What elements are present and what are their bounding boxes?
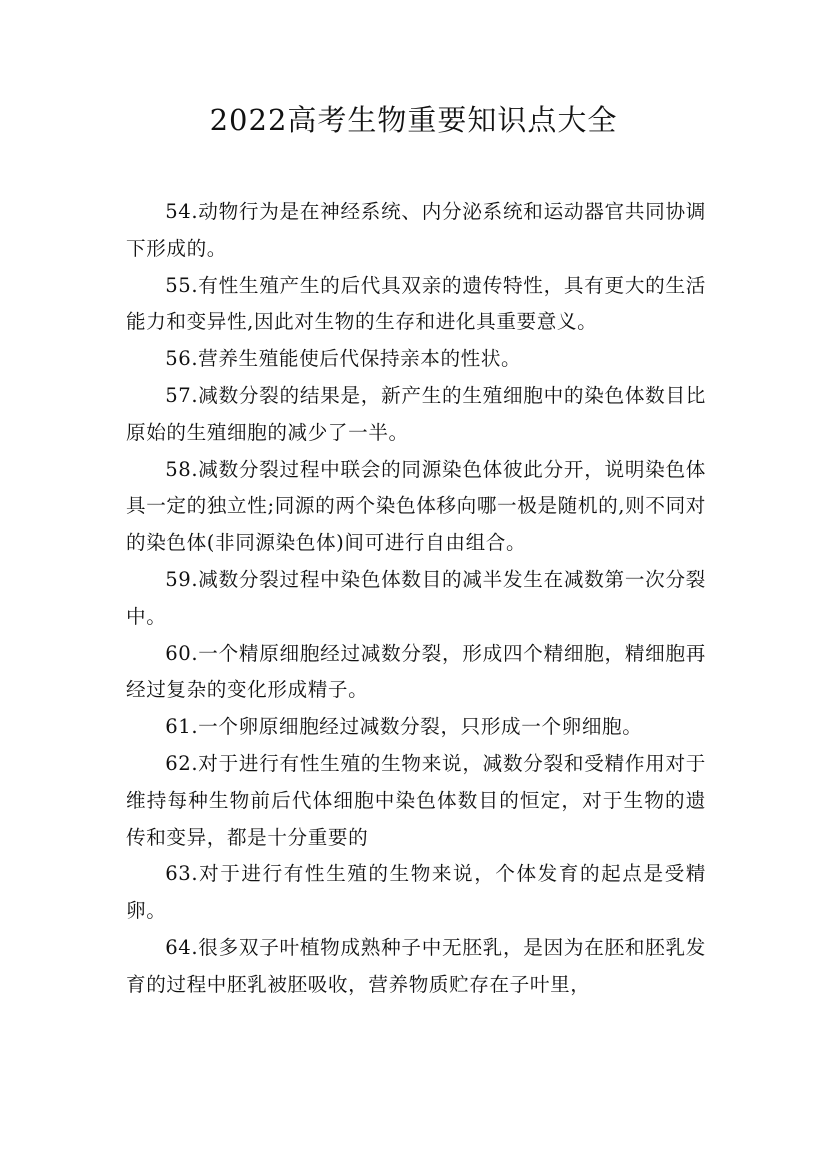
paragraph-54: 54.动物行为是在神经系统、内分泌系统和运动器官共同协调下形成的。	[126, 200, 706, 260]
paragraph-61: 61.一个卵原细胞经过减数分裂，只形成一个卵细胞。	[165, 715, 643, 739]
paragraph-57: 57.减数分裂的结果是，新产生的生殖细胞中的染色体数目比原始的生殖细胞的减少了一半。	[126, 383, 706, 444]
page-title: 2022高考生物重要知识点大全	[209, 103, 618, 137]
paragraph-56: 56.营养生殖能使后代保持亲本的性状。	[165, 347, 522, 371]
document-body	[126, 194, 706, 1004]
paragraph-58: 58.减数分裂过程中联会的同源染色体彼此分开，说明染色体具一定的独立性;同源的两个染色体移向哪一极是随机的,则不同对的染色体(非同源染色体)间可进行自由组合。	[126, 457, 706, 555]
paragraph-55: 55.有性生殖产生的后代具双亲的遗传特性，具有更大的生活能力和变异性,因此对生物的生存和进化具重要意义。	[126, 273, 706, 334]
paragraph-63: 63.对于进行有性生殖的生物来说，个体发育的起点是受精卵。	[126, 862, 706, 923]
paragraph-64: 64.很多双子叶植物成熟种子中无胚乳，是因为在胚和胚乳发育的过程中胚乳被胚吸收，营养物质贮存在子叶里，	[126, 935, 706, 996]
paragraph-59: 59.减数分裂过程中染色体数目的减半发生在减数第一次分裂中。	[126, 567, 706, 628]
paragraph-60: 60.一个精原细胞经过减数分裂，形成四个精细胞，精细胞再经过复杂的变化形成精子。	[126, 641, 706, 702]
paragraph-62: 62.对于进行有性生殖的生物来说，减数分裂和受精作用对于维持每种生物前后代体细胞中染色体数目的恒定，对于生物的遗传和变异，都是十分重要的	[126, 751, 706, 849]
